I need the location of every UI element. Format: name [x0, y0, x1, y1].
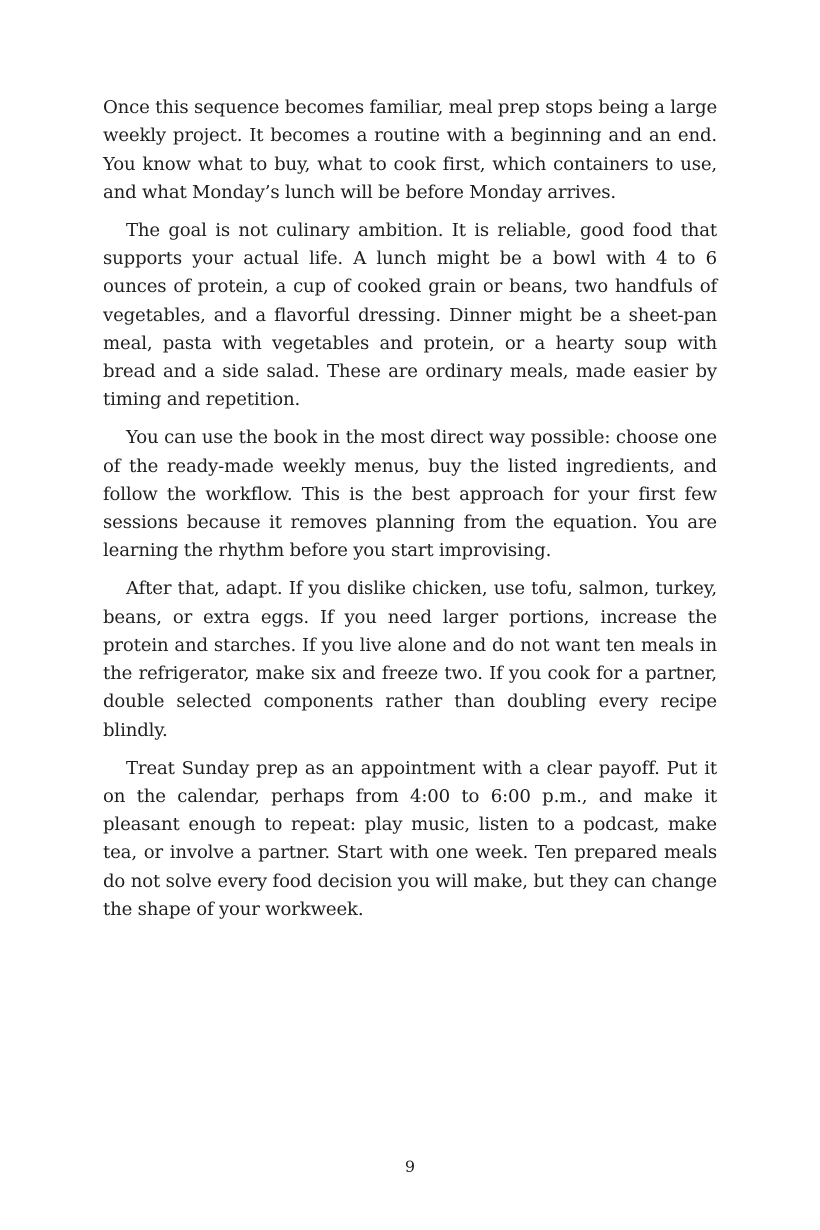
paragraph-routine: Once this sequence becomes familiar, meal prep stops being a large weekly project. It becomes a routine with a beginning and an end. You know what to buy, what to cook first, which containers to use, and what Monday’s lunch will be before Monday arrives. — [103, 97, 717, 203]
paragraph-goal: The goal is not culinary ambition. It is reliable, good food that supports your actual life. A lunch might be a bowl with 4 to 6 ounces of protein, a cup of cooked grain or beans, two handfuls of vegetables, and a flavorful dressing. Dinner might be a sheet-pan meal, pasta with vegetables and protein, or a hearty soup with bread and a side salad. These are ordinary meals, made easier by timing and repetition. — [103, 219, 717, 411]
page-number: 9 — [404, 1157, 416, 1176]
paragraph-adapt: After that, adapt. If you dislike chicken, use tofu, salmon, turkey, beans, or extra eggs. If you need larger portions, increase the protein and starches. If you live alone and do not want ten meals in the refrigerator, make six and freeze two. If you cook for a partner, double selected components rather than doubling every recipe blindly. — [103, 578, 717, 741]
paragraph-how-to-use: You can use the book in the most direct way possible: choose one of the ready-made weekly menus, buy the listed ingredients, and follow the workflow. This is the best approach for your first few sessions because it removes planning from the equation. You are learning the rhythm before you start improvising. — [103, 427, 717, 562]
body-text — [103, 94, 717, 934]
paragraph-sunday-prep: Treat Sunday prep as an appointment with a clear payoff. Put it on the calendar, perhaps from 4:00 to 6:00 p.m., and make it pleasant enough to repeat: play music, listen to a podcast, make tea, or involve a partner. Start with one week. Ten prepared meals do not solve every food decision you will make, but they can change the shape of your workweek. — [103, 757, 717, 921]
